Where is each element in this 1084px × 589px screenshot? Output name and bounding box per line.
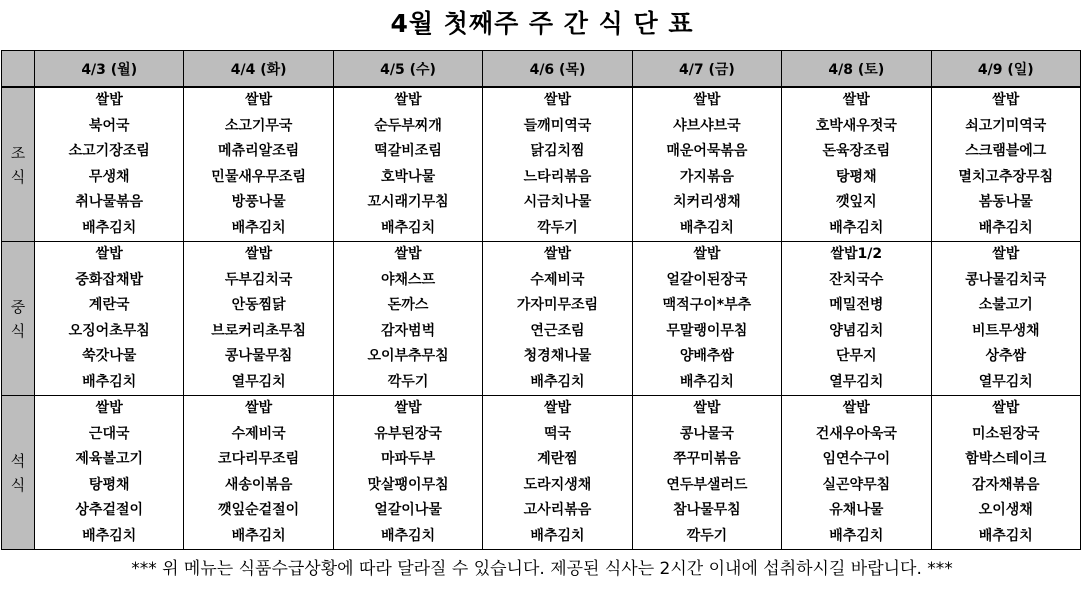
notice-text: *** 위 메뉴는 식품수급상황에 따라 달라질 수 있습니다. 제공된 식사는 2시간 이내에 섭취하시길 바랍니다. ***	[131, 559, 953, 579]
menu-item: 계란국	[88, 297, 130, 313]
menu-item: 배추김치	[530, 373, 585, 390]
menu-item: 소고기장조림	[68, 143, 150, 159]
menu-cell	[632, 242, 781, 396]
menu-item: 쌀밥	[95, 400, 123, 416]
menu-item: 유부된장국	[374, 425, 442, 442]
menu-item: 소고기무국	[224, 117, 293, 134]
menu-item: 깍두기	[387, 373, 429, 390]
day-header: 4/9 (일)	[931, 51, 1080, 88]
menu-item: 도라지생채	[523, 476, 592, 493]
menu-item: 쌀밥	[95, 246, 123, 262]
menu-item: 무말랭이무침	[666, 322, 748, 339]
menu-item: 꼬시래기무침	[367, 194, 449, 210]
menu-item: 쌀밥	[245, 400, 273, 416]
menu-item: 콩나물김치국	[965, 271, 1047, 288]
menu-cell	[483, 87, 632, 242]
menu-item: 시금치나물	[523, 194, 592, 210]
menu-item: 쌀밥	[394, 92, 422, 108]
menu-item: 방풍나물	[231, 194, 286, 210]
menu-cell	[333, 87, 482, 242]
menu-item: 쌀밥	[394, 400, 422, 416]
menu-item: 쇠고기미역국	[965, 117, 1047, 134]
menu-item: 건새우아욱국	[815, 425, 897, 442]
menu-item: 샤브샤브국	[673, 117, 741, 134]
meal-label-char: 조	[10, 143, 26, 162]
menu-item: 코다리무조림	[218, 451, 300, 467]
menu-cell	[632, 87, 781, 242]
menu-item: 단무지	[836, 348, 877, 364]
menu-item: 연근조림	[530, 322, 585, 339]
menu-item: 배추김치	[978, 219, 1033, 236]
menu-item: 쌀밥1/2	[830, 246, 883, 262]
menu-item: 배추김치	[679, 219, 734, 236]
menu-item: 계란찜	[537, 451, 578, 467]
menu-item: 쌀밥	[693, 400, 721, 416]
menu-item: 쭈꾸미볶음	[673, 451, 741, 467]
menu-item: 쌀밥	[992, 400, 1020, 416]
menu-item: 쌀밥	[543, 246, 571, 262]
menu-item: 배추김치	[381, 527, 436, 544]
menu-item: 닭김치찜	[530, 143, 585, 159]
menu-item: 열무김치	[978, 373, 1033, 390]
day-header: 4/7 (금)	[632, 51, 781, 88]
menu-item: 배추김치	[978, 527, 1033, 544]
meal-row-lunch	[2, 242, 1081, 396]
menu-item: 실곤약무침	[822, 476, 891, 493]
meal-row-breakfast	[2, 87, 1081, 242]
menu-item: 연두부샐러드	[666, 476, 748, 493]
meal-label	[2, 87, 35, 242]
meal-row-dinner	[2, 396, 1081, 550]
menu-item: 순두부찌개	[374, 117, 442, 134]
menu-item: 열무김치	[829, 373, 884, 390]
menu-item: 떡갈비조림	[374, 143, 442, 159]
menu-cell	[931, 242, 1080, 396]
menu-item: 브로커리초무침	[211, 322, 306, 339]
menu-item: 민물새우무조림	[211, 168, 306, 185]
meal-label-char: 석	[10, 451, 26, 470]
meal-label-char: 식	[10, 321, 26, 340]
menu-item: 배추김치	[530, 527, 585, 544]
menu-item: 배추김치	[381, 219, 436, 236]
weekly-menu-table	[1, 50, 1081, 550]
meal-label-char: 중	[10, 297, 26, 316]
day-header: 4/8 (토)	[782, 51, 931, 88]
menu-item: 돈까스	[387, 297, 429, 313]
menu-item: 취나물볶음	[75, 194, 144, 210]
menu-item: 깻잎지	[836, 194, 877, 210]
menu-item: 배추김치	[231, 527, 286, 544]
menu-item: 양념김치	[829, 322, 884, 339]
menu-item: 가지볶음	[679, 168, 734, 185]
menu-item: 탕평채	[88, 476, 130, 493]
menu-item: 근대국	[88, 425, 130, 442]
menu-item: 참나물무침	[673, 502, 741, 518]
page-title: 4월 첫째주 주 간 식 단 표	[390, 9, 694, 38]
menu-item: 메츄리알조림	[218, 143, 300, 159]
menu-item: 가자미무조림	[516, 297, 599, 313]
meal-label-char: 식	[10, 167, 26, 186]
menu-item: 배추김치	[82, 373, 137, 390]
meal-label	[2, 396, 35, 550]
menu-item: 함박스테이크	[965, 451, 1047, 467]
menu-item: 북어국	[88, 117, 130, 134]
menu-item: 쌀밥	[992, 246, 1020, 262]
menu-item: 미소된장국	[971, 425, 1040, 442]
menu-cell	[184, 396, 333, 550]
menu-cell	[931, 396, 1080, 550]
menu-item: 떡국	[543, 425, 571, 442]
menu-item: 봄동나물	[978, 194, 1033, 210]
menu-item: 양배추쌈	[679, 348, 734, 364]
menu-item: 새송이볶음	[224, 476, 293, 493]
menu-item: 오징어초무침	[68, 322, 150, 339]
menu-item: 열무김치	[231, 373, 286, 390]
menu-item: 배추김치	[82, 527, 137, 544]
day-header: 4/4 (화)	[184, 51, 333, 88]
menu-item: 쑥갓나물	[82, 348, 137, 364]
menu-item: 깻잎순겉절이	[218, 502, 300, 518]
menu-item: 쌀밥	[693, 92, 721, 108]
menu-cell	[782, 242, 931, 396]
menu-item: 잔치국수	[829, 271, 884, 288]
menu-item: 오이생채	[978, 502, 1033, 518]
menu-item: 들깨미역국	[523, 117, 592, 134]
menu-cell	[782, 87, 931, 242]
menu-item: 맛살팽이무침	[367, 476, 449, 493]
menu-item: 콩나물국	[679, 425, 734, 442]
meal-label-char: 식	[10, 475, 26, 494]
menu-item: 배추김치	[829, 527, 884, 544]
menu-item: 멸치고추장무침	[958, 168, 1054, 185]
menu-item: 유채나물	[829, 502, 884, 518]
menu-item: 비트무생채	[971, 322, 1040, 339]
menu-item: 야채스프	[381, 271, 436, 288]
menu-item: 감자채볶음	[971, 476, 1040, 493]
menu-item: 호박나물	[381, 168, 436, 185]
menu-cell	[483, 242, 632, 396]
menu-item: 메밀전병	[829, 297, 884, 313]
day-header: 4/3 (월)	[35, 51, 184, 88]
menu-item: 얼갈이나물	[374, 502, 442, 518]
menu-item: 쌀밥	[543, 400, 571, 416]
menu-item: 쌀밥	[842, 92, 870, 108]
menu-item: 청경채나물	[523, 348, 592, 364]
menu-item: 수제비국	[530, 271, 585, 288]
menu-item: 상추겉절이	[75, 502, 144, 518]
menu-cell	[483, 396, 632, 550]
menu-item: 맥적구이*부추	[662, 297, 752, 313]
menu-item: 배추김치	[82, 219, 137, 236]
menu-item: 소불고기	[978, 297, 1033, 313]
menu-cell	[333, 396, 482, 550]
menu-item: 안동찜닭	[231, 297, 286, 313]
menu-item: 쌀밥	[693, 246, 721, 262]
menu-item: 쌀밥	[992, 92, 1020, 108]
menu-item: 무생채	[88, 168, 130, 185]
menu-item: 쌀밥	[245, 246, 273, 262]
day-header: 4/6 (목)	[483, 51, 632, 88]
menu-item: 상추쌈	[985, 348, 1027, 364]
menu-item: 호박새우젓국	[815, 117, 897, 134]
menu-item: 스크램블에그	[965, 143, 1047, 159]
menu-item: 배추김치	[829, 219, 884, 236]
menu-item: 배추김치	[231, 219, 286, 236]
menu-item: 배추김치	[679, 373, 734, 390]
menu-cell	[333, 242, 482, 396]
menu-item: 깍두기	[537, 219, 578, 236]
menu-item: 느타리볶음	[523, 168, 592, 185]
menu-item: 치커리생채	[673, 194, 741, 210]
menu-item: 쌀밥	[95, 92, 123, 108]
menu-cell	[184, 87, 333, 242]
meal-label	[2, 242, 35, 396]
menu-item: 마파두부	[381, 451, 436, 467]
menu-item: 고사리볶음	[523, 502, 592, 518]
menu-cell	[184, 242, 333, 396]
menu-item: 제육볼고기	[75, 451, 144, 467]
day-header-row	[2, 51, 1081, 88]
menu-cell	[35, 87, 184, 242]
menu-item: 쌀밥	[394, 246, 422, 262]
menu-cell	[931, 87, 1080, 242]
menu-cell	[782, 396, 931, 550]
menu-item: 임연수구이	[822, 451, 891, 467]
corner-cell	[2, 51, 35, 88]
menu-item: 수제비국	[231, 425, 286, 442]
menu-item: 쌀밥	[543, 92, 571, 108]
menu-item: 깍두기	[686, 527, 728, 544]
menu-item: 매운어묵볶음	[666, 143, 748, 159]
menu-item: 두부김치국	[224, 271, 293, 288]
menu-item: 돈육장조림	[822, 143, 891, 159]
menu-cell	[35, 242, 184, 396]
menu-item: 쌀밥	[245, 92, 273, 108]
menu-item: 얼갈이된장국	[666, 271, 748, 288]
menu-item: 감자범벅	[381, 322, 436, 339]
menu-item: 오이부추무침	[367, 348, 449, 364]
menu-item: 콩나물무침	[224, 348, 293, 364]
menu-cell	[632, 396, 781, 550]
day-header: 4/5 (수)	[333, 51, 482, 88]
menu-item: 탕평채	[836, 168, 877, 185]
menu-cell	[35, 396, 184, 550]
menu-item: 중화잡채밥	[75, 271, 144, 288]
menu-item: 쌀밥	[842, 400, 870, 416]
